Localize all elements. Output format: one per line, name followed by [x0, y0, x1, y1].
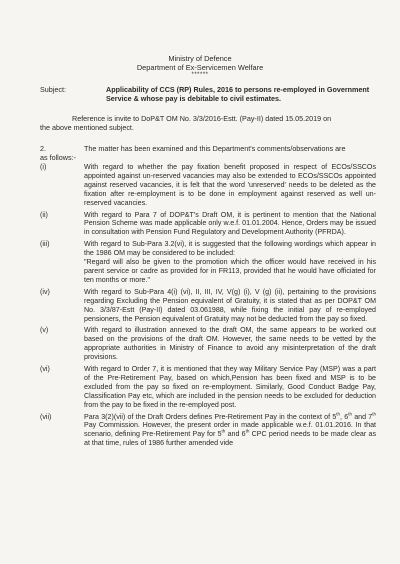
- item-marker: (vi): [40, 365, 50, 374]
- reference-line-2: the above mentioned subject.: [40, 123, 134, 132]
- text-segment: and 7: [351, 412, 373, 421]
- reference-paragraph: [40, 114, 370, 132]
- superscript: th: [348, 411, 352, 417]
- paragraph-2: [40, 144, 370, 162]
- item-text: With regard to whether the pay fixation benefit proposed in respect of ECOs/SSCOs appointed against un-reserved vacancies may also be extended to ECOs/SSCOs appointed against reserved vacancies, it is felt that the word 'unreserved' needs to be deleted as the fixation after re-employment is to be done in employment against reserved as well un-reserved vacancies.: [84, 163, 376, 207]
- list-item: [40, 365, 376, 410]
- department-name: Department of Ex-Servicemen Welfare: [136, 62, 264, 72]
- list-item: [40, 240, 376, 285]
- subject-label: Subject:: [40, 85, 66, 94]
- item-text: With regard to Order 7, it is mentioned that they way Military Service Pay (MSP) was a part of the Pre-Retirement Pay, based on which,Pension has been fixed and MSP is to be excluded from the pay so fixed on re-employment. Similarly, Good Conduct Badge Pay, Classification Pay etc, which are included in the pension needs to be excluded for deduction from the pay to be fixed in the re-employed post.: [84, 365, 376, 409]
- item-marker: (iv): [40, 287, 50, 296]
- item-quote: "Regard will also be given to the promotion which the officer would have received in his parent service or cadre as provided for in FR113, provided that he would have officiated for ten months or more.": [84, 258, 376, 284]
- text-segment: Pay Commission. However, the present order in made applicable w.e.f. 01.01.2016. In that scenario, defining Pre-Retirement Pay for 5: [84, 421, 376, 439]
- item-content: [84, 240, 376, 285]
- item-text: With regard to Sub-Para 3.2(vi), it is suggested that the following wordings which appear in the 1986 OM may be considered to be included:: [84, 240, 376, 258]
- list-item: [40, 288, 376, 324]
- item-marker: (ii): [40, 210, 48, 219]
- item-text: With regard to Sub-Para 4(i) (vi), II, III, IV, V(g) (i), V (g) (ii), pertaining to the provisions regarding Excluding the Pension equivalent of Gratuity, it is stated that as per DOP&T OM No. 3/3/87-Estt (Pay-II) dated 03.061988, while fixing the initial pay of re-employed pensioners, the Pension equivalent of Gratuity may not be deducted from the pay so fixed.: [84, 287, 376, 323]
- item-marker: (v): [40, 326, 49, 335]
- item-text: With regard to illustration annexed to the draft OM, the same appears to be worked out based on the provisions of the draft OM. However, the same needs to be vetted by the appropriate authorities in Ministry of Finance to avoid any misinterpretation of the draft provisions.: [84, 326, 376, 362]
- list-item: [40, 163, 376, 208]
- list-item: [40, 326, 376, 362]
- ministry-name: Ministry of Defence: [168, 54, 232, 63]
- list-item: [40, 413, 376, 449]
- item-marker: (i): [40, 163, 47, 171]
- item-text: With regard to Para 7 of DOP&T's Draft OM, it is pertinent to mention that the National Pension Scheme was made applicable only w.e.f. 01.01.2004. Hence, Orders may be issued in consultation with Pension Fund Regulatory and Development Authority (PFRDA).: [84, 210, 376, 237]
- comments-list: [40, 163, 376, 451]
- list-item: [40, 211, 376, 238]
- item-marker: (vii): [40, 412, 52, 421]
- text-segment: CPC period needs to be made clear as at that time, rules of 1986 further amended vide: [84, 430, 376, 448]
- item-text: [84, 413, 376, 449]
- text-segment: and 6: [225, 430, 246, 439]
- paragraph-number: 2.: [40, 144, 46, 153]
- paragraph-2-line-1: The matter has been examined and this Department's comments/observations are: [84, 144, 346, 153]
- item-marker: (iii): [40, 240, 50, 249]
- letterhead: [0, 55, 400, 78]
- superscript: th: [336, 411, 341, 417]
- subject-text: Applicability of CCS (RP) Rules, 2016 to persons re-employed in Government Service & whose pay is debitable to civil estimates.: [106, 85, 370, 103]
- superscript: th: [372, 411, 376, 417]
- superscript: th: [245, 429, 250, 435]
- superscript: th: [221, 429, 226, 435]
- header-separator: ******: [191, 72, 209, 78]
- paragraph-2-line-2: as follows:-: [40, 153, 76, 162]
- reference-line-1: Reference is invite to DoP&T OM No. 3/3/2016-Estt. (Pay-II) dated 15.05.2019 on: [72, 114, 332, 123]
- text-segment: , 6: [340, 412, 349, 421]
- text-segment: Para 3(2)(vii) of the Draft Orders defines Pre-Retirement Pay in the context of 5: [84, 412, 337, 421]
